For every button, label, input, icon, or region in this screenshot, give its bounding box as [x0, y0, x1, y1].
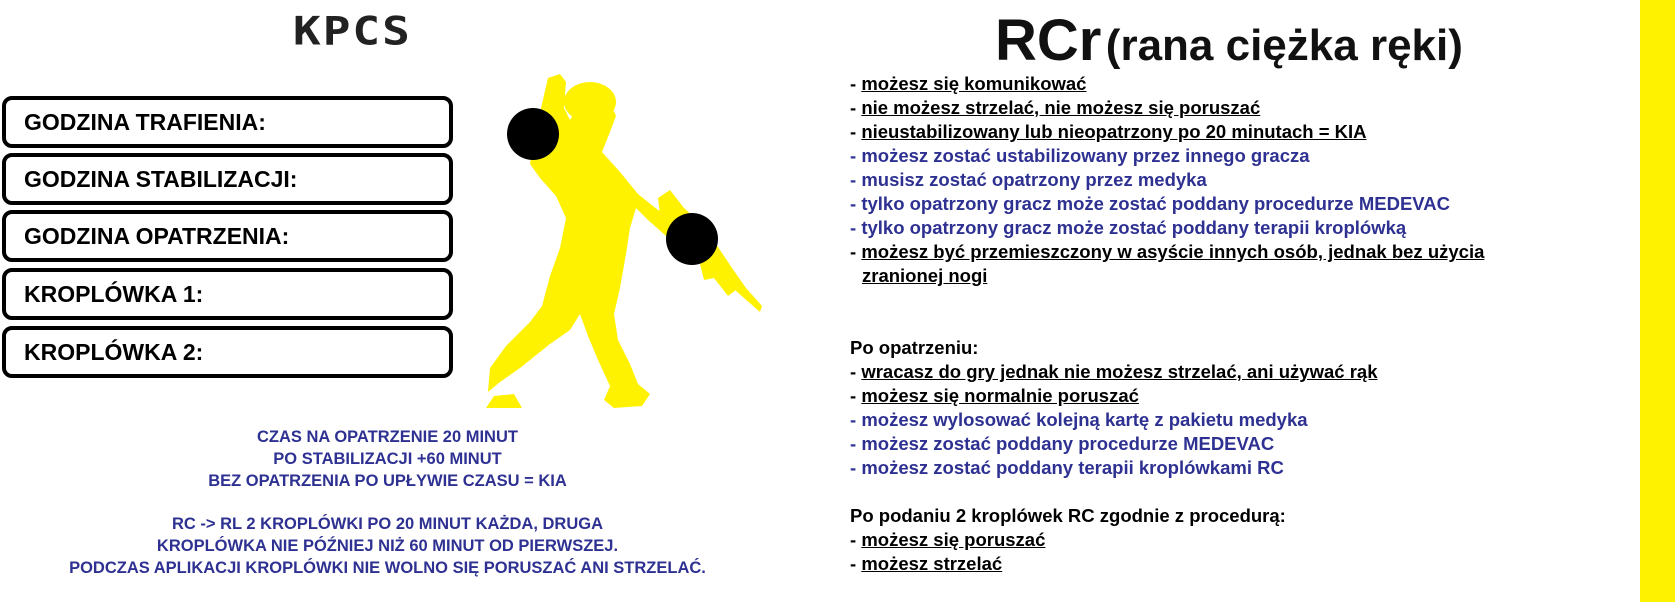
rule-line: - możesz wylosować kolejną kartę z pakietu medyka	[850, 409, 1308, 430]
rule-line: - nie możesz strzelać, nie możesz się poruszać	[850, 97, 1261, 118]
arm-wound-marker-icon	[507, 108, 559, 160]
rule-line: - tylko opatrzony gracz może zostać poddany terapii kroplówką	[850, 217, 1407, 238]
after-drips-section	[850, 504, 1286, 576]
rule-line: - możesz zostać ustabilizowany przez innego gracza	[850, 145, 1310, 166]
note-line: KROPLÓWKA NIE PÓŹNIEJ NIŻ 60 MINUT OD PIERWSZEJ.	[156, 537, 619, 555]
after-drips-heading: Po podaniu 2 kroplówek RC zgodnie z procedurą:	[850, 505, 1286, 526]
rule-line: - możesz być przemieszczony w asyście innych osób, jednak bez użycia	[850, 241, 1485, 262]
soldier-silhouette-icon	[470, 68, 800, 413]
note-line: PO STABILIZACJI +60 MINUT	[273, 450, 502, 468]
rule-line: - możesz zostać poddany procedurze MEDEVAC	[850, 433, 1275, 454]
rule-line: - możesz się normalnie poruszać	[850, 385, 1139, 406]
note-line: CZAS NA OPATRZENIE 20 MINUT	[257, 428, 518, 446]
note-line: PODCZAS APLIKACJI KROPLÓWKI NIE WOLNO SIĘ PORUSZAĆ ANI STRZELAĆ.	[69, 559, 706, 577]
rule-line: - musisz zostać opatrzony przez medyka	[850, 169, 1207, 190]
drip-procedure-note	[0, 513, 775, 579]
hand-wound-marker-icon	[666, 213, 718, 265]
after-dressing-heading: Po opatrzeniu:	[850, 337, 979, 358]
stabilization-time-field[interactable]: GODZINA STABILIZACJI:	[2, 153, 453, 205]
rule-line: - możesz się poruszać	[850, 529, 1046, 550]
rule-line: - możesz się komunikować	[850, 73, 1087, 94]
drip-1-field[interactable]: KROPLÓWKA 1:	[2, 268, 453, 320]
rules-main-list	[850, 72, 1484, 288]
rule-line: - możesz strzelać	[850, 553, 1003, 574]
kpcs-logo: KPCS	[293, 8, 412, 54]
rule-line-continuation: zranionej nogi	[862, 265, 988, 286]
note-line: BEZ OPATRZENIA PO UPŁYWIE CZASU = KIA	[208, 472, 567, 490]
hit-time-field[interactable]: GODZINA TRAFIENIA:	[2, 96, 453, 148]
time-limits-note	[0, 426, 775, 492]
drip-2-field[interactable]: KROPLÓWKA 2:	[2, 326, 453, 378]
wound-code: RCr	[995, 8, 1102, 73]
wound-description: (rana ciężka ręki)	[1105, 21, 1463, 70]
rule-line: - tylko opatrzony gracz może zostać poddany procedurze MEDEVAC	[850, 193, 1450, 214]
dressing-time-field[interactable]: GODZINA OPATRZENIA:	[2, 210, 453, 262]
rule-line: - wracasz do gry jednak nie możesz strzelać, ani używać rąk	[850, 361, 1378, 382]
note-line: RC -> RL 2 KROPLÓWKI PO 20 MINUT KAŻDA, DRUGA	[171, 515, 603, 533]
yellow-side-bar	[1640, 0, 1675, 602]
rule-line: - możesz zostać poddany terapii kroplówkami RC	[850, 457, 1284, 478]
after-dressing-section	[850, 336, 1377, 480]
rule-line: - nieustabilizowany lub nieopatrzony po 20 minutach = KIA	[850, 121, 1367, 142]
